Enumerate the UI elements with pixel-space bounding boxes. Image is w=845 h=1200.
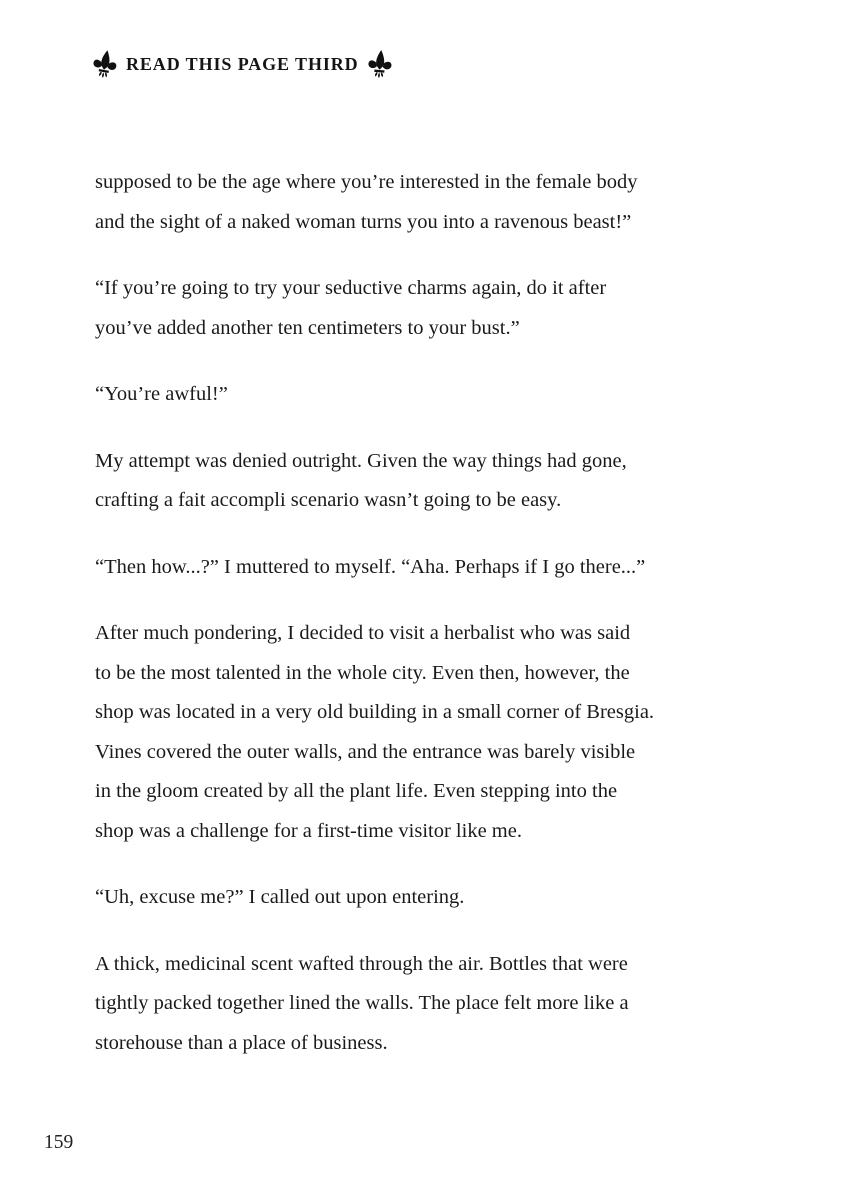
paragraph [95,163,720,242]
paragraph [95,375,720,415]
page-header [93,50,392,78]
text-line: “Then how...?” I muttered to myself. “Aha. Perhaps if I go there...” [95,555,646,578]
text-line: you’ve added another ten centimeters to your bust.” [95,316,520,339]
paragraph [95,878,720,918]
paragraph [95,548,720,588]
paragraph [95,614,720,851]
text-line: and the sight of a naked woman turns you into a ravenous beast!” [95,210,632,233]
text-line: to be the most talented in the whole city. Even then, however, the [95,661,630,684]
paragraph [95,269,720,348]
text-line: shop was a challenge for a first-time visitor like me. [95,819,522,842]
page-number: 159 [44,1132,74,1153]
text-line: Vines covered the outer walls, and the entrance was barely visible [95,740,636,763]
text-line: supposed to be the age where you’re interested in the female body [95,171,638,193]
text-line: “You’re awful!” [95,383,228,405]
text-line: A thick, medicinal scent wafted through the air. Bottles that were [95,952,628,975]
text-line: My attempt was denied outright. Given the way things had gone, [95,449,627,472]
text-line: storehouse than a place of business. [95,1031,388,1054]
paragraph [95,442,720,521]
text-line: “Uh, excuse me?” I called out upon entering. [95,886,465,908]
text-line: crafting a fait accompli scenario wasn’t going to be easy. [95,489,562,511]
text-line: in the gloom created by all the plant life. Even stepping into the [95,780,618,802]
page-text [95,163,720,1090]
fleur-de-lis-icon [91,48,119,80]
page-header-title: READ THIS PAGE THIRD [126,53,359,74]
text-line: “If you’re going to try your seductive charms again, do it after [95,277,607,299]
paragraph [95,945,720,1064]
text-line: tightly packed together lined the walls. The place felt more like a [95,992,629,1014]
text-line: shop was located in a very old building in a small corner of Bresgia. [95,701,655,723]
text-line: After much pondering, I decided to visit a herbalist who was said [95,622,631,644]
fleur-de-lis-icon [366,49,392,79]
